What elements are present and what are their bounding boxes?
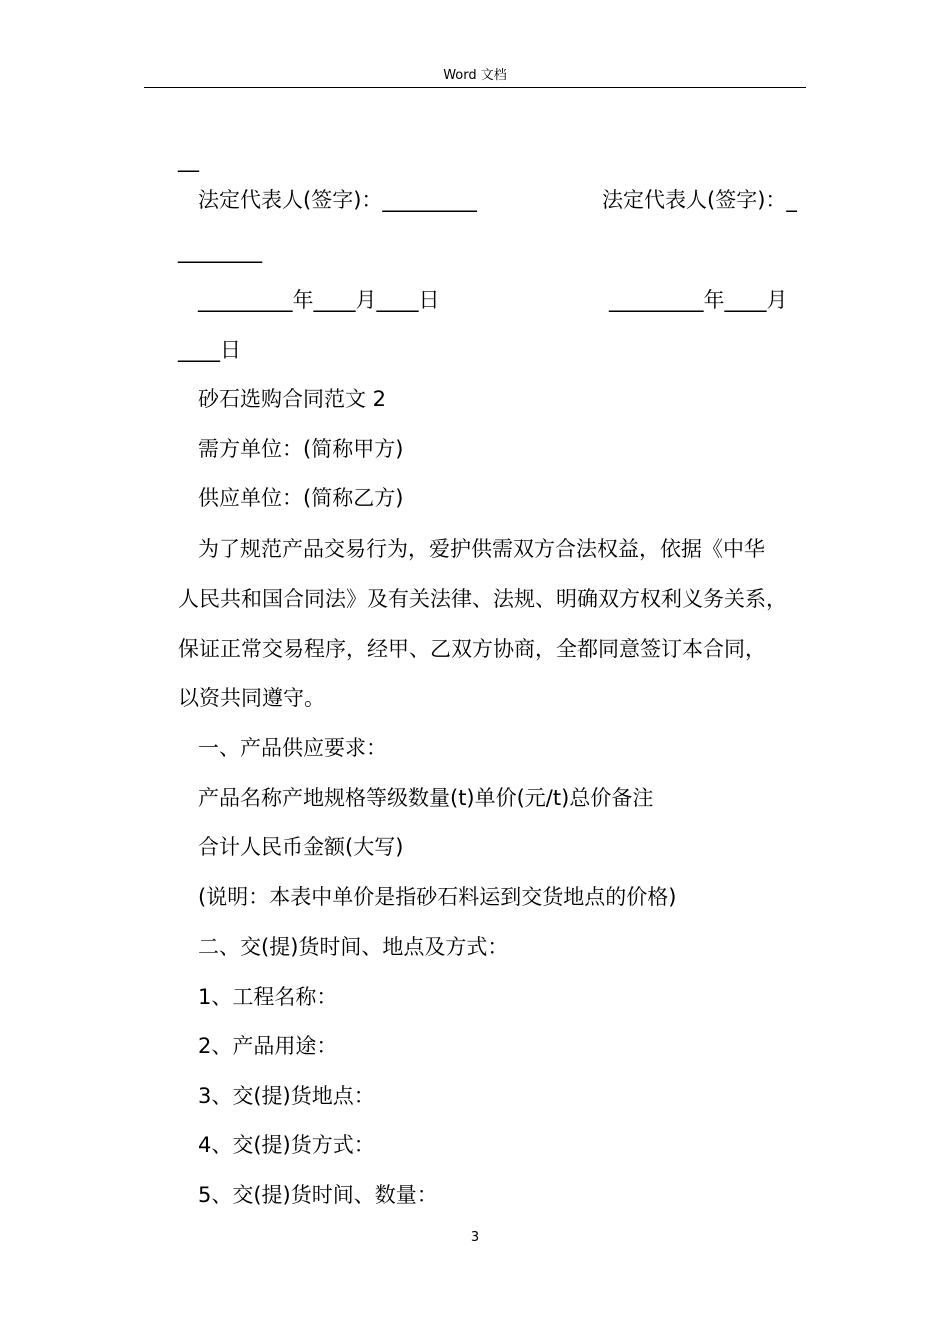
header-divider	[144, 87, 806, 88]
signature-right-rep: 法定代表人(签字)：_	[602, 188, 797, 212]
intro-paragraph-line-4: 以资共同遵守。	[178, 686, 325, 710]
buyer-line: 需方单位：(简称甲方)	[198, 437, 404, 461]
total-amount-line: 合计人民币金额(大写)	[198, 835, 404, 859]
signature-right-rep-continued: ________	[178, 239, 262, 263]
signature-left-date: _________年____月____日	[198, 288, 440, 312]
list-item: 1、工程名称：	[198, 985, 338, 1009]
contract-title: 砂石选购合同范文 2	[198, 387, 387, 411]
page-number: 3	[470, 1230, 480, 1245]
product-table-header: 产品名称产地规格等级数量(t)单价(元/t)总价备注	[198, 786, 654, 810]
signature-left-rep: 法定代表人(签字)：_________	[198, 188, 477, 212]
list-item: 5、交(提)货时间、数量：	[198, 1183, 438, 1207]
section-2-heading: 二、交(提)货时间、地点及方式：	[198, 935, 509, 959]
signature-right-date: _________年____月	[609, 288, 788, 312]
list-item: 4、交(提)货方式：	[198, 1133, 375, 1157]
price-note: (说明：本表中单价是指砂石料运到交货地点的价格)	[198, 885, 677, 909]
list-item: 2、产品用途：	[198, 1034, 338, 1058]
intro-paragraph-line-2: 人民共和国合同法》及有关法律、法规、明确双方权利义务关系，	[178, 587, 787, 611]
signature-right-date-continued: ____日	[178, 338, 241, 362]
signature-dash-line: __	[178, 148, 199, 172]
section-1-heading: 一、产品供应要求：	[198, 736, 387, 760]
intro-paragraph-line-3: 保证正常交易程序，经甲、乙双方协商，全都同意签订本合同，	[178, 637, 766, 661]
header-title: Word 文档	[443, 68, 507, 83]
supplier-line: 供应单位：(简称乙方)	[198, 486, 404, 510]
list-item: 3、交(提)货地点：	[198, 1084, 375, 1108]
intro-paragraph-line-1: 为了规范产品交易行为，爱护供需双方合法权益，依据《中华	[198, 537, 765, 561]
